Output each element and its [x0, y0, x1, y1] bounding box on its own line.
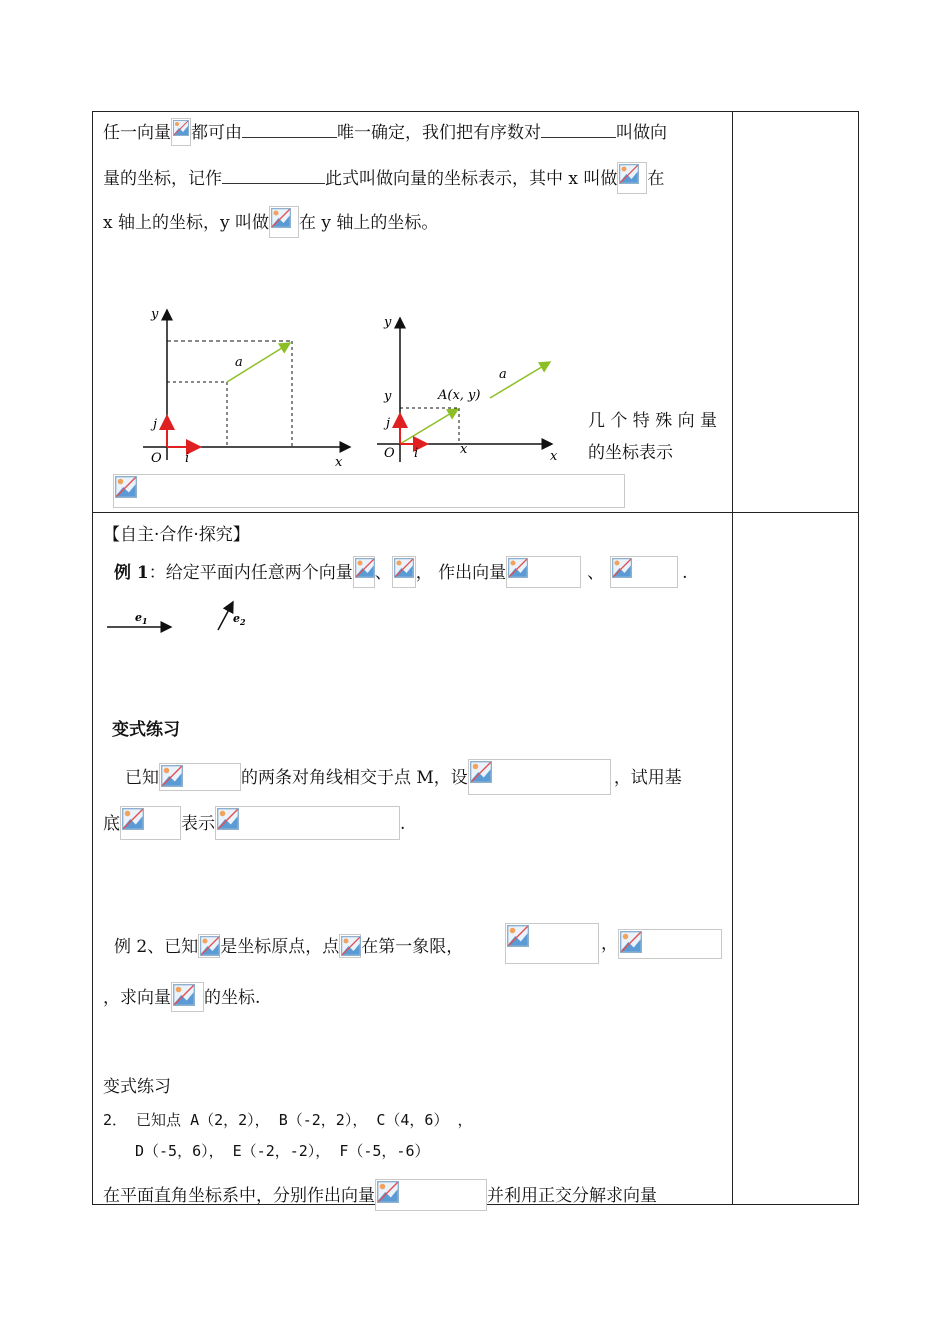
text: 已知: [125, 768, 159, 788]
basis-vectors-figure: [105, 598, 255, 638]
table-border-left: [92, 111, 93, 1205]
image-placeholder: [171, 982, 204, 1012]
broken-image-icon: [617, 162, 647, 194]
text: 此式叫做向量的坐标表示，其中 x 叫做: [325, 169, 618, 189]
image-placeholder: [353, 556, 375, 588]
text: 在: [647, 169, 665, 189]
section-heading: 【自主·合作·探究】: [103, 525, 250, 545]
table-border-top: [92, 111, 859, 112]
text: 都可由: [191, 123, 242, 143]
text: ：给定平面内任意两个向量: [148, 563, 353, 583]
image-placeholder: [215, 806, 400, 840]
fill-in-blank[interactable]: [242, 122, 337, 138]
text: 在平面直角坐标系中，分别作出向量: [103, 1186, 375, 1206]
text: ，求向量: [103, 988, 171, 1008]
text: .: [682, 563, 688, 583]
y-coordinate-label: y: [384, 389, 392, 404]
fill-in-blank[interactable]: [541, 122, 616, 138]
question-2-line-2: D（-5，6）， E（-2，-2）， F（-5，-6）: [135, 1142, 430, 1160]
text: ，试用基: [613, 768, 682, 788]
side-note-line-2: 的坐标表示: [588, 443, 673, 463]
text: 例 2、已知: [114, 937, 199, 957]
coordinate-figure-1: [135, 300, 360, 475]
i-label: i: [185, 451, 190, 466]
origin-label: O: [384, 446, 395, 461]
question-2-line-3: [103, 1179, 657, 1211]
point-a-label: A(x, y): [438, 388, 481, 403]
comma: ，: [601, 934, 618, 954]
image-placeholder: [375, 1179, 487, 1211]
paragraph-line-3: [103, 206, 438, 238]
image-placeholder: [159, 763, 241, 791]
origin-label: O: [151, 451, 162, 466]
image-placeholder-wide: [113, 474, 625, 508]
table-row-divider: [92, 512, 859, 513]
x-coordinate-label: x: [460, 442, 468, 457]
variant-2-title: 变式练习: [103, 1077, 171, 1097]
image-placeholder: [120, 806, 181, 840]
example-2-line-1: [114, 934, 463, 958]
text: 并利用正交分解求向量: [487, 1186, 657, 1206]
example-1-label: 例 1: [114, 563, 149, 583]
text: 的两条对角线相交于点 M，设: [241, 768, 468, 788]
image-placeholder: [505, 923, 599, 964]
text: x 轴上的坐标，y 叫做: [103, 213, 269, 233]
variant-line-1: [125, 759, 682, 795]
text: 在第一象限，: [361, 937, 464, 957]
e2-label: e: [233, 612, 240, 625]
image-placeholder: [339, 934, 361, 958]
text: 叫做向: [616, 123, 667, 143]
svg-text:e2: [233, 612, 246, 627]
broken-image-icon: [269, 206, 299, 238]
image-placeholder: [198, 934, 220, 958]
image-placeholder: [618, 929, 722, 959]
text: ， 作出向量: [415, 563, 507, 583]
a-label: a: [235, 355, 243, 370]
svg-text:e1: [135, 611, 148, 626]
variant-line-2: [103, 806, 405, 840]
example-2-line-2: [103, 982, 260, 1012]
j-label: j: [386, 416, 391, 431]
text: .: [400, 814, 406, 834]
e1-label: e: [135, 611, 142, 624]
e2-subscript: 2: [240, 617, 246, 627]
text: 、: [587, 563, 605, 583]
question-2-line-1: 2． 已知点 A（2，2）， B（-2，2）， C（4，6） ，: [103, 1111, 473, 1129]
text: 底: [103, 814, 120, 834]
fill-in-blank[interactable]: [222, 168, 325, 184]
side-note-line-1: 几 个 特 殊 向 量: [588, 411, 718, 431]
table-border-right: [858, 111, 859, 1205]
text: 量的坐标，记作: [103, 169, 222, 189]
coordinate-figure-2: [372, 310, 572, 470]
x-axis-label: x: [550, 449, 558, 464]
paragraph-line-2: [103, 162, 664, 194]
broken-image-icon: [171, 118, 191, 146]
text: 、: [374, 563, 392, 583]
text: 唯一确定，我们把有序数对: [337, 123, 541, 143]
image-placeholder: [610, 556, 678, 588]
example-1-line: [114, 556, 688, 588]
y-axis-label: y: [384, 315, 392, 330]
a-label: a: [499, 367, 507, 382]
text: 是坐标原点，点: [220, 937, 340, 957]
variant-title: 变式练习: [112, 720, 180, 740]
paragraph-line-1: [103, 118, 667, 146]
image-placeholder: [506, 556, 581, 588]
table-column-divider: [732, 111, 733, 1205]
image-placeholder: [392, 556, 416, 588]
e1-subscript: 1: [142, 616, 148, 626]
j-label: j: [153, 417, 158, 432]
y-axis-label: y: [151, 307, 159, 322]
text: 在 y 轴上的坐标。: [299, 213, 439, 233]
i-label: i: [414, 446, 419, 461]
x-axis-label: x: [335, 455, 343, 470]
text: 表示: [181, 814, 215, 834]
text: 任一向量: [103, 123, 171, 143]
image-placeholder: [468, 759, 611, 795]
text: 的坐标.: [204, 988, 261, 1008]
